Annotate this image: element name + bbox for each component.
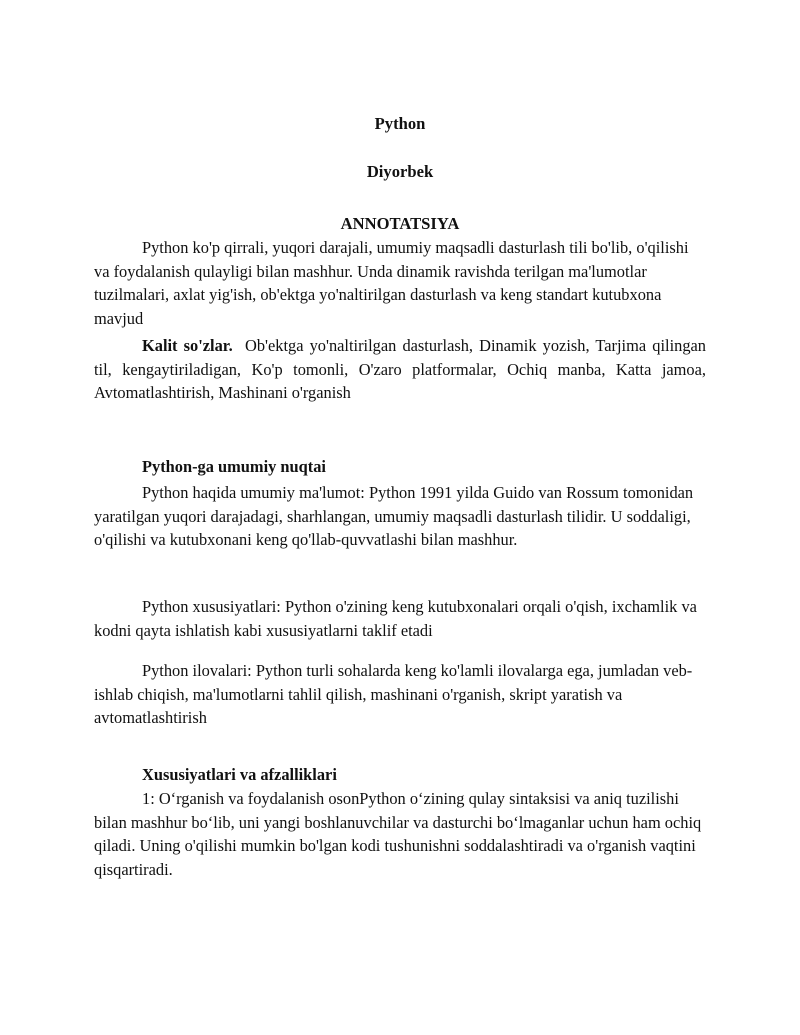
keywords-text: Ob'ektga yo'naltirilgan dasturlash, Dinamik yozish, Tarjima qilingan til, kengaytiriladigan, Ko'p tomonli, O'zaro platformalar, Ochiq manba, Katta jamoa, Avtomatlashtirish, Mashinani o'rganish bbox=[94, 336, 706, 403]
keywords-label: Kalit so'zlar. bbox=[142, 336, 233, 355]
abstract-heading: ANNOTATSIYA bbox=[340, 214, 460, 233]
paragraph-overview-features: Python xususiyatlari: Python o'zining keng kutubxonalari orqali o'qish, ixchamlik va kodni qayta ishlatish kabi xususiyatlarni taklif etadi bbox=[94, 597, 697, 640]
abstract-paragraph: Python ko'p qirrali, yuqori darajali, umumiy maqsadli dasturlash tili bo'lib, o'qilishi va foydalanish qulayligi bilan mashhur. Unda dinamik ravishda terilgan ma'lumotlar tuzilmalari, axlat yig'ish, ob'ektga yo'naltirilgan dasturlash va keng standart kutubxona mavjud bbox=[94, 238, 689, 328]
paragraph-features-1: 1: O‘rganish va foydalanish osonPython o‘zining qulay sintaksisi va aniq tuzilishi bilan mashhur bo‘lib, uni yangi boshlanuvchilar va dasturchi bo‘lmaganlar uchun ham ochiq qiladi. Uning o'qilishi mumkin bo'lgan kodi tushunishni soddalashtiradi va o'rganish vaqtini qisqartiradi. bbox=[94, 789, 702, 879]
keywords-paragraph bbox=[94, 334, 706, 405]
section-heading-features: Xususiyatlari va afzalliklari bbox=[142, 765, 337, 784]
section-heading-overview: Python-ga umumiy nuqtai bbox=[142, 457, 326, 476]
paragraph-overview-general: Python haqida umumiy ma'lumot: Python 1991 yilda Guido van Rossum tomonidan yaratilgan yuqori darajadagi, sharhlangan, umumiy maqsadli dasturlash tilidir. U soddaligi, o'qilishi va kutubxonani keng qo'llab-quvvatlashi bilan mashhur. bbox=[94, 483, 694, 550]
author-name: Diyorbek bbox=[366, 162, 434, 181]
document-title: Python bbox=[374, 114, 426, 133]
paragraph-overview-applications: Python ilovalari: Python turli sohalarda keng ko'lamli ilovalarga ega, jumladan veb-ishlab chiqish, ma'lumotlarni tahlil qilish, mashinani o'rganish, skript yaratish va avtomatlashtirish bbox=[94, 661, 693, 728]
